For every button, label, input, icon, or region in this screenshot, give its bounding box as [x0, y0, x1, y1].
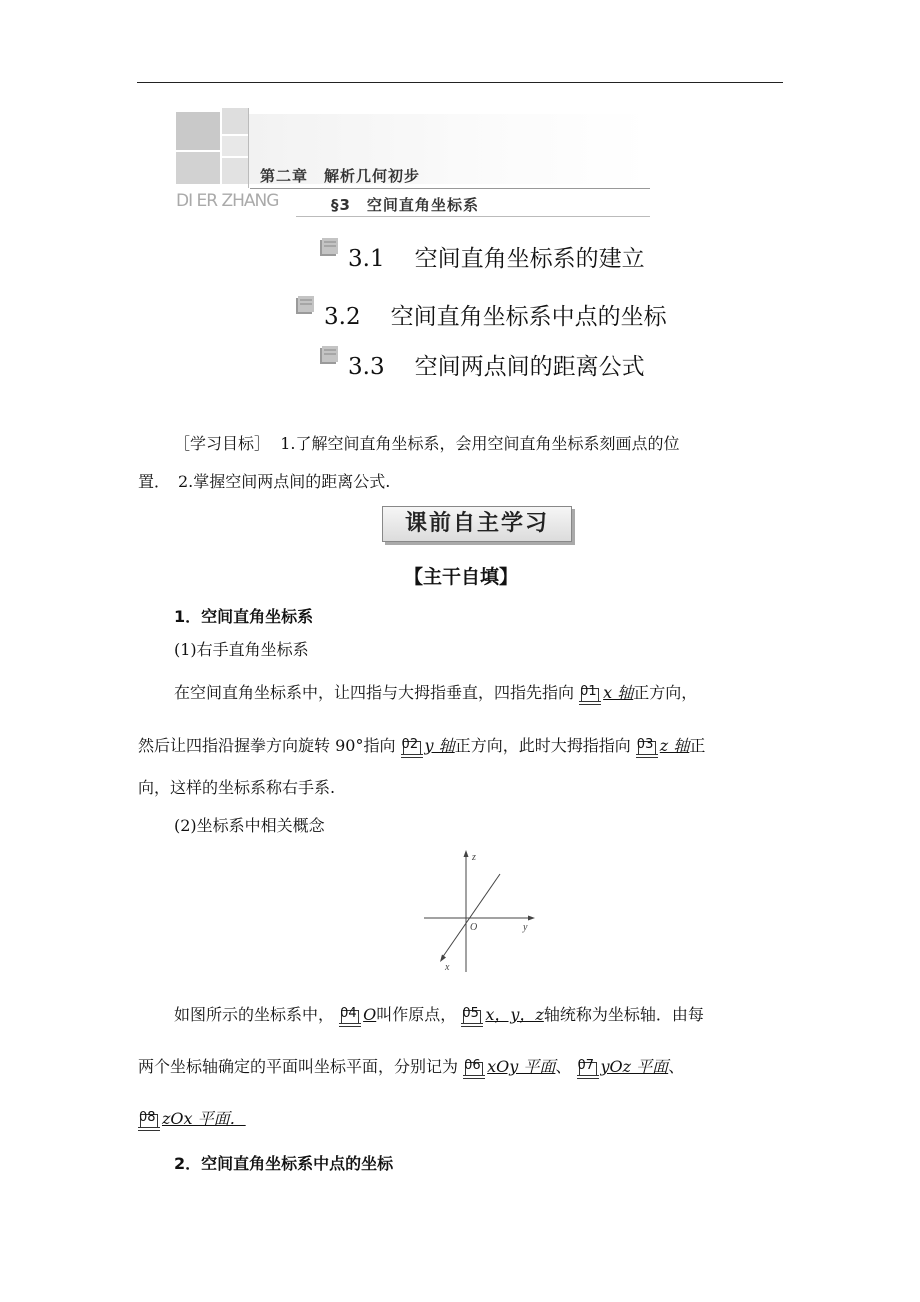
coordinate-figure	[418, 848, 538, 976]
z-label: z	[472, 852, 476, 863]
answer-07: yOz 平面	[600, 1057, 669, 1076]
para-2-line-1: 如图所示的坐标系中， 04 O叫作原点， 05 x，y，z轴统称为坐标轴．由每	[174, 995, 704, 1035]
book-icon	[294, 296, 316, 316]
blank-01: 01	[579, 684, 601, 700]
study-box	[382, 506, 572, 542]
objectives-line-1	[174, 424, 679, 464]
banner-tile	[222, 108, 248, 134]
main-heading: 【主干自填】	[404, 566, 519, 588]
blank-02: 02	[401, 737, 423, 753]
section-title: §3 空间直角坐标系	[331, 196, 479, 214]
answer-04: O	[363, 1005, 377, 1024]
chapter-title: 第二章 解析几何初步	[260, 167, 421, 185]
banner-divider	[250, 188, 650, 189]
subsection-title: 3.1 空间直角坐标系的建立	[348, 246, 645, 272]
heading-1: 1．空间直角坐标系	[174, 607, 314, 626]
blank-04: 04	[339, 1006, 361, 1022]
book-icon	[318, 346, 340, 366]
subsection-title: 3.2 空间直角坐标系中点的坐标	[324, 304, 667, 330]
answer-06: xOy 平面	[487, 1057, 556, 1076]
banner-divider	[296, 216, 650, 217]
heading-1-2: (2)坐标系中相关概念	[174, 816, 325, 835]
blank-08: 08	[138, 1110, 160, 1126]
z-arrow	[464, 850, 469, 857]
answer-08: zOx 平面．	[162, 1109, 246, 1128]
para-1-line-2: 然后让四指沿握拳方向旋转 90°指向 02 y 轴正方向，此时大拇指指向 03 z 轴正	[138, 726, 705, 766]
banner-tile	[176, 152, 220, 184]
heading-1-1: (1)右手直角坐标系	[174, 640, 309, 659]
y-arrow	[528, 916, 535, 921]
blank-06: 06	[463, 1058, 485, 1074]
objectives-label: ［学习目标］	[174, 434, 271, 453]
para-2-line-3	[138, 1099, 246, 1139]
study-box-label: 课前自主学习	[404, 511, 549, 536]
answer-02: y 轴	[424, 736, 455, 755]
blank-07: 07	[577, 1058, 599, 1074]
objectives-text: 1.了解空间直角坐标系，会用空间直角坐标系刻画点的位	[280, 434, 680, 453]
x-label: x	[445, 962, 450, 973]
blank-03: 03	[636, 737, 658, 753]
x-arrow	[440, 955, 446, 963]
origin-label: O	[470, 922, 478, 933]
answer-05: x，y，z	[485, 1005, 544, 1024]
heading-2: 2．空间直角坐标系中点的坐标	[174, 1154, 394, 1173]
chapter-banner	[176, 108, 650, 218]
x-axis	[442, 874, 500, 958]
blank-05: 05	[461, 1006, 483, 1022]
answer-01: x 轴	[603, 683, 634, 702]
para-1-line-3: 向，这样的坐标系称右手系.	[138, 778, 336, 797]
objectives-line-2: 置． 2.掌握空间两点间的距离公式.	[138, 472, 391, 491]
subsection-title: 3.3 空间两点间的距离公式	[348, 354, 645, 380]
para-2-line-2: 两个坐标轴确定的平面叫坐标平面，分别记为 06 xOy 平面、 07 yOz 平面、	[138, 1047, 684, 1087]
chapter-pinyin: DI ER ZHANG	[176, 191, 279, 211]
y-label: y	[523, 922, 528, 933]
para-1-line-1: 在空间直角坐标系中，让四指与大拇指垂直，四指先指向 01 x 轴正方向，	[174, 673, 697, 713]
answer-03: z 轴	[659, 736, 690, 755]
book-icon	[318, 238, 340, 258]
banner-tile	[176, 112, 220, 150]
banner-divider	[248, 108, 249, 188]
banner-tile	[222, 136, 248, 156]
top-rule	[137, 82, 783, 83]
banner-tile	[222, 158, 248, 184]
